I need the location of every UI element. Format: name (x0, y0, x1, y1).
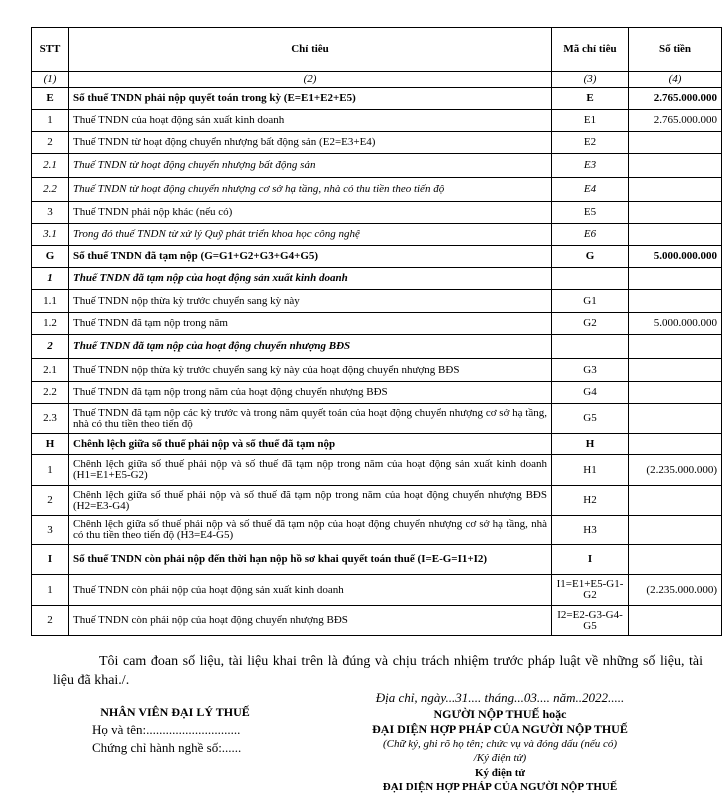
cell-ma: G1 (552, 290, 629, 313)
cell-stt: H (32, 434, 69, 455)
header-row (32, 28, 722, 72)
cell-ma: E2 (552, 132, 629, 154)
cell-ma: H2 (552, 486, 629, 516)
col-number: (1) (32, 72, 69, 88)
cell-so-tien (629, 404, 722, 434)
table-row (32, 575, 722, 606)
cell-stt: 1 (32, 268, 69, 290)
date-line: Địa chỉ, ngày...31.... tháng...03.... năm..2022..... (375, 690, 625, 705)
cell-chi-tieu: Chênh lệch giữa số thuế phải nộp và số thuế đã tạm nộp trong năm của hoạt động sản xuất kinh doanh (H1=E1+E5-G2) (69, 455, 552, 486)
signer-note-2: /Ký điện tử) (473, 752, 527, 764)
cell-chi-tieu: Chênh lệch giữa số thuế phải nộp và số thuế đã tạm nộp của hoạt động chuyển nhượng cơ sở hạ tầng, nhà có thu tiền theo tiến độ (H3=E4-G5) (69, 516, 552, 545)
cell-ma: E5 (552, 202, 629, 224)
cell-so-tien (629, 132, 722, 154)
cell-chi-tieu: Thuế TNDN phải nộp khác (nếu có) (69, 202, 552, 224)
cell-ma: G4 (552, 382, 629, 404)
cell-ma: G2 (552, 313, 629, 335)
cell-so-tien: 2.765.000.000 (629, 110, 722, 132)
cell-so-tien (629, 606, 722, 636)
commitment-text: Tôi cam đoan số liệu, tài liệu khai trên là đúng và chịu trách nhiệm trước pháp luật về những số liệu, tài liệu đã khai./. (53, 654, 703, 688)
signer-note: (Chữ ký, ghi rõ họ tên; chức vụ và đóng dấu (nếu có) (382, 738, 618, 750)
table-row (32, 335, 722, 359)
cell-chi-tieu: Thuế TNDN từ hoạt động chuyển nhượng bất động sản (69, 154, 552, 178)
table-row (32, 224, 722, 246)
col-number: (3) (552, 72, 629, 88)
cell-chi-tieu: Trong đó thuế TNDN từ xử lý Quỹ phát triển khoa học công nghệ (69, 224, 552, 246)
cell-stt: 1.1 (32, 290, 69, 313)
table-row (32, 516, 722, 545)
cell-chi-tieu: Thuế TNDN đã tạm nộp trong năm (69, 313, 552, 335)
agent-name-label: Họ và tên:............................. (92, 722, 241, 737)
cell-ma: E4 (552, 178, 629, 202)
col-number: (4) (629, 72, 722, 88)
cell-chi-tieu: Chênh lệch giữa số thuế phải nộp và số thuế đã tạm nộp trong năm của hoạt động chuyển nhượng BĐS (H2=E3-G4) (69, 486, 552, 516)
cell-chi-tieu: Thuế TNDN còn phải nộp của hoạt động chuyển nhượng BĐS (69, 606, 552, 636)
table-row (32, 382, 722, 404)
cell-chi-tieu: Thuế TNDN đã tạm nộp của hoạt động sản xuất kinh doanh (69, 268, 552, 290)
cell-stt: 2.3 (32, 404, 69, 434)
table-row (32, 434, 722, 455)
cell-stt: I (32, 545, 69, 575)
table-row (32, 455, 722, 486)
table-row (32, 404, 722, 434)
cell-so-tien: (2.235.000.000) (629, 455, 722, 486)
header-stt: STT (32, 28, 69, 72)
cell-so-tien (629, 202, 722, 224)
cell-so-tien: (2.235.000.000) (629, 575, 722, 606)
table-row (32, 545, 722, 575)
table-row (32, 110, 722, 132)
cell-ma: E6 (552, 224, 629, 246)
cell-so-tien: 5.000.000.000 (629, 246, 722, 268)
table-row (32, 486, 722, 516)
table-row (32, 359, 722, 382)
cell-stt: 3.1 (32, 224, 69, 246)
cell-so-tien (629, 154, 722, 178)
cell-stt: 2.1 (32, 359, 69, 382)
cell-so-tien (629, 359, 722, 382)
cell-so-tien (629, 434, 722, 455)
column-number-row (32, 72, 722, 88)
table-row (32, 268, 722, 290)
cell-stt: 2 (32, 132, 69, 154)
cell-chi-tieu: Số thuế TNDN phải nộp quyết toán trong kỳ (E=E1+E2+E5) (69, 88, 552, 110)
cell-chi-tieu: Thuế TNDN từ hoạt động chuyển nhượng bất động sản (E2=E3+E4) (69, 132, 552, 154)
signer-title-2: ĐẠI DIỆN HỢP PHÁP CỦA NGƯỜI NỘP THUẾ (372, 722, 628, 736)
cell-stt: 2 (32, 486, 69, 516)
agent-title: NHÂN VIÊN ĐẠI LÝ THUẾ (100, 705, 250, 719)
cell-ma: E (552, 88, 629, 110)
cell-stt: 1 (32, 110, 69, 132)
cell-so-tien (629, 516, 722, 545)
signer-title: NGƯỜI NỘP THUẾ hoặc (433, 707, 567, 721)
cell-stt: 1.2 (32, 313, 69, 335)
cell-stt: 3 (32, 202, 69, 224)
cell-so-tien (629, 224, 722, 246)
cell-chi-tieu: Thuế TNDN còn phải nộp của hoạt động sản xuất kinh doanh (69, 575, 552, 606)
cell-so-tien (629, 268, 722, 290)
cell-ma: G (552, 246, 629, 268)
cell-so-tien: 5.000.000.000 (629, 313, 722, 335)
cell-stt: 2.2 (32, 178, 69, 202)
cell-chi-tieu: Thuế TNDN nộp thừa kỳ trước chuyển sang kỳ này của hoạt động chuyển nhượng BĐS (69, 359, 552, 382)
table-row (32, 246, 722, 268)
cell-so-tien (629, 382, 722, 404)
table-row (32, 290, 722, 313)
cell-ma (552, 335, 629, 359)
table-row (32, 132, 722, 154)
cell-stt: 1 (32, 575, 69, 606)
cell-ma (552, 268, 629, 290)
cell-so-tien (629, 290, 722, 313)
e-signed-label: Ký điện tử (475, 767, 525, 779)
cell-ma: G5 (552, 404, 629, 434)
agent-cert-label: Chứng chỉ hành nghề số:...... (92, 740, 242, 755)
cell-chi-tieu: Thuế TNDN đã tạm nộp các kỳ trước và trong năm quyết toán của hoạt động chuyển nhượng cơ sở hạ tầng, nhà có thu tiền theo tiến độ (69, 404, 552, 434)
cell-ma: E1 (552, 110, 629, 132)
cell-stt: E (32, 88, 69, 110)
header-ma: Mã chỉ tiêu (552, 28, 629, 72)
cell-chi-tieu: Thuế TNDN của hoạt động sản xuất kinh doanh (69, 110, 552, 132)
header-so-tien: Số tiền (629, 28, 722, 72)
cell-chi-tieu: Chênh lệch giữa số thuế phải nộp và số thuế đã tạm nộp (69, 434, 552, 455)
table-row (32, 88, 722, 110)
cell-stt: 1 (32, 455, 69, 486)
cell-stt: 2.1 (32, 154, 69, 178)
cell-so-tien (629, 486, 722, 516)
cell-so-tien (629, 545, 722, 575)
cell-so-tien (629, 178, 722, 202)
cell-chi-tieu: Thuế TNDN đã tạm nộp trong năm của hoạt động chuyển nhượng BĐS (69, 382, 552, 404)
table-row (32, 202, 722, 224)
cell-ma: G3 (552, 359, 629, 382)
cell-ma: I (552, 545, 629, 575)
cell-stt: 2.2 (32, 382, 69, 404)
cell-so-tien: 2.765.000.000 (629, 88, 722, 110)
cell-ma: I1=E1+E5-G1-G2 (552, 575, 629, 606)
cell-chi-tieu: Thuế TNDN đã tạm nộp của hoạt động chuyển nhượng BĐS (69, 335, 552, 359)
table-row (32, 154, 722, 178)
cell-stt: 3 (32, 516, 69, 545)
table-row (32, 313, 722, 335)
cell-ma: H3 (552, 516, 629, 545)
cell-chi-tieu: Số thuế TNDN còn phải nộp đến thời hạn nộp hồ sơ khai quyết toán thuế (I=E-G=I1+I2) (69, 545, 552, 575)
table-row (32, 606, 722, 636)
cell-stt: G (32, 246, 69, 268)
cell-ma: E3 (552, 154, 629, 178)
cell-chi-tieu: Số thuế TNDN đã tạm nộp (G=G1+G2+G3+G4+G5) (69, 246, 552, 268)
header-chi-tieu: Chỉ tiêu (69, 28, 552, 72)
cell-ma: H (552, 434, 629, 455)
cell-chi-tieu: Thuế TNDN từ hoạt động chuyển nhượng cơ sở hạ tầng, nhà có thu tiền theo tiến độ (69, 178, 552, 202)
col-number: (2) (69, 72, 552, 88)
tax-settlement-table (31, 27, 722, 636)
cell-ma: I2=E2-G3-G4-G5 (552, 606, 629, 636)
cell-stt: 2 (32, 335, 69, 359)
cell-ma: H1 (552, 455, 629, 486)
signer-title-3: ĐẠI DIỆN HỢP PHÁP CỦA NGƯỜI NỘP THUẾ (382, 781, 618, 793)
cell-stt: 2 (32, 606, 69, 636)
cell-chi-tieu: Thuế TNDN nộp thừa kỳ trước chuyển sang kỳ này (69, 290, 552, 313)
cell-so-tien (629, 335, 722, 359)
table-row (32, 178, 722, 202)
